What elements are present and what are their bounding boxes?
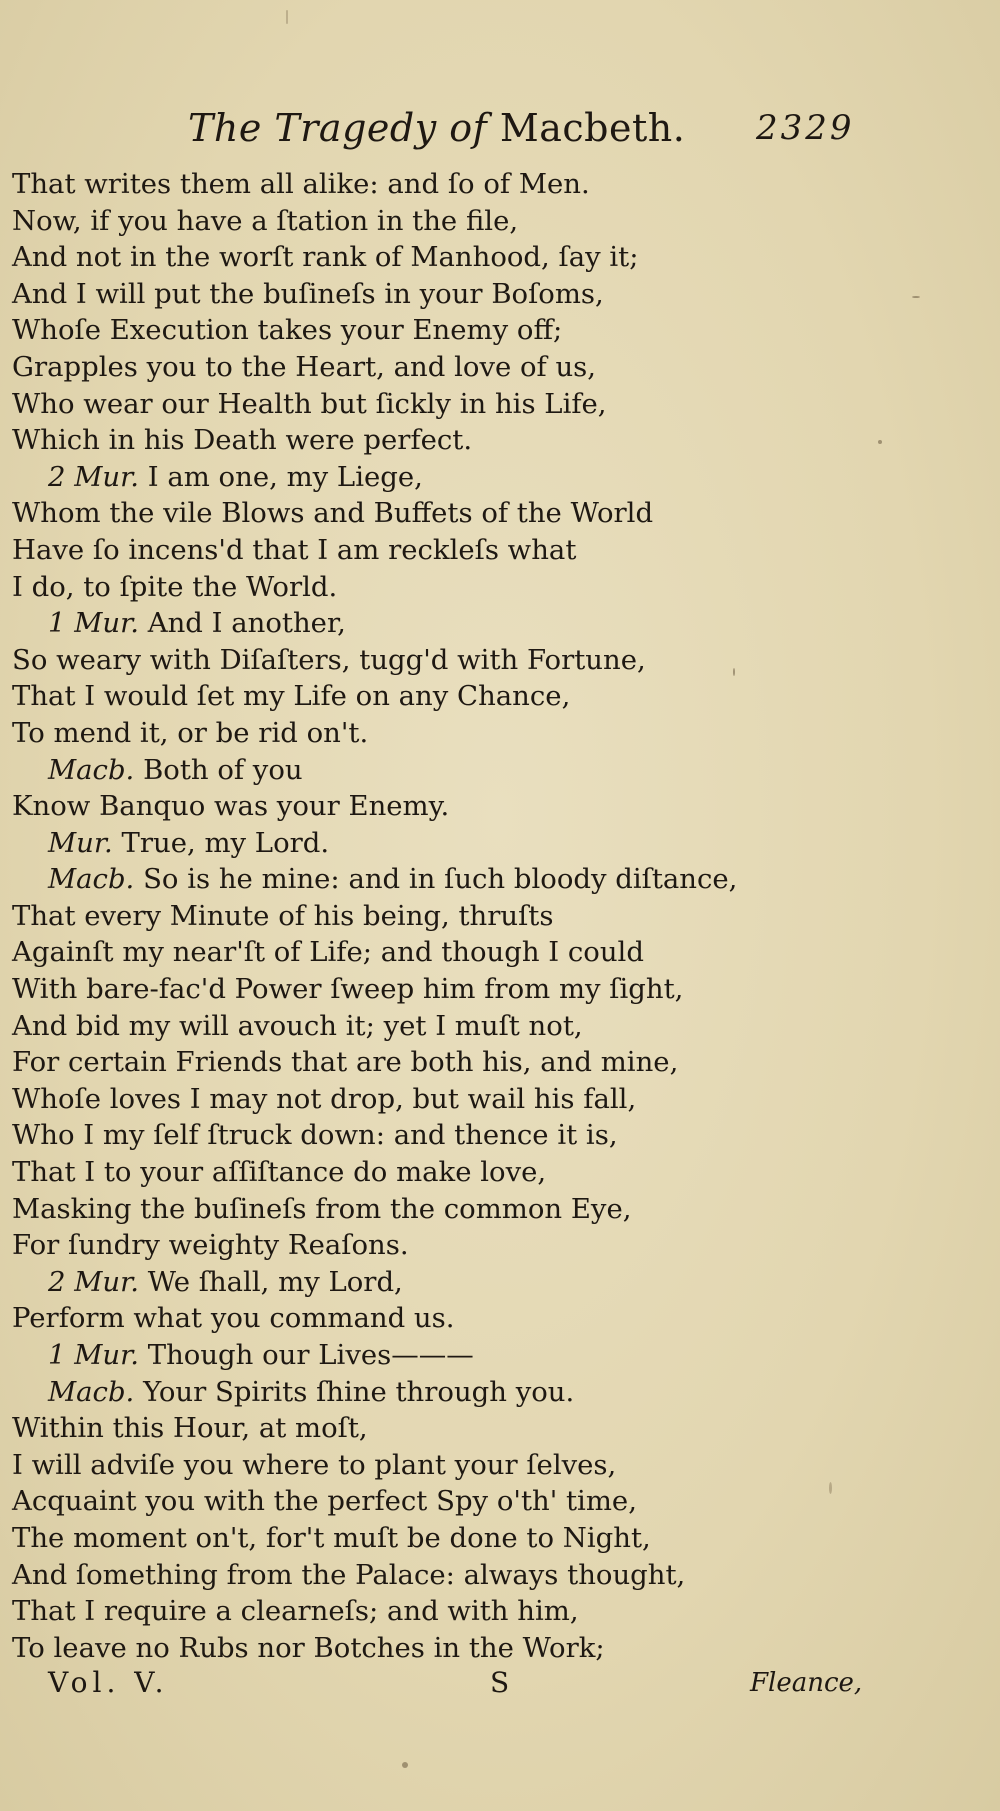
paper-speck: [829, 1482, 832, 1494]
text-line: [12, 1117, 772, 1154]
line-text: To leave no Rubs nor Botches in the Work;: [12, 1631, 605, 1664]
line-text: That I to your aſſiſtance do make love,: [12, 1156, 547, 1189]
line-text: And not in the worſt rank of Manhood, ſay it;: [12, 241, 639, 274]
line-text: Within this Hour, at moſt,: [12, 1412, 368, 1445]
line-text: We ſhall, my Lord,: [147, 1265, 403, 1298]
line-text: Have ſo incens'd that I am reckleſs what: [12, 533, 577, 566]
title-word-the: The: [188, 106, 262, 150]
line-text: That I require a clearneſs; and with him,: [12, 1595, 579, 1628]
text-line: [12, 422, 772, 459]
text-line: [12, 239, 772, 276]
line-text: That I would ſet my Life on any Chance,: [12, 680, 571, 713]
text-line: [12, 605, 772, 642]
text-line: [12, 532, 772, 569]
line-text: Againſt my near'ſt of Life; and though I could: [12, 936, 644, 969]
text-line: [12, 1081, 772, 1118]
text-line: [12, 1337, 772, 1374]
text-line: [12, 203, 772, 240]
text-line: [12, 861, 772, 898]
line-text: Now, if you have a ſtation in the file,: [12, 204, 519, 237]
line-text: And I another,: [147, 607, 346, 640]
catchword: Fleance,: [750, 1668, 863, 1698]
title-word-macbeth: Macbeth.: [499, 106, 686, 150]
text-line: [12, 971, 772, 1008]
text-line: [12, 898, 772, 935]
line-text: I am one, my Liege,: [147, 460, 423, 493]
text-line: [12, 569, 772, 606]
line-text: For certain Friends that are both his, and mine,: [12, 1046, 679, 1079]
line-text: Masking the buſineſs from the common Eye,: [12, 1192, 632, 1225]
text-line: [12, 1227, 772, 1264]
line-text: That every Minute of his being, thruſts: [12, 899, 554, 932]
line-text: Who I my ſelf ſtruck down: and thence it is,: [12, 1119, 618, 1152]
line-text: Whom the vile Blows and Buffets of the World: [12, 497, 654, 530]
line-text: Perform what you command us.: [12, 1302, 455, 1335]
paper-speck: [286, 10, 288, 24]
page-number: 2329: [756, 108, 855, 148]
paper-speck: [402, 1762, 408, 1768]
text-line: [12, 495, 772, 532]
text-line: [12, 1300, 772, 1337]
text-line: [12, 1154, 772, 1191]
line-text: Both of you: [143, 753, 303, 786]
line-text: Acquaint you with the perfect Spy o'th' time,: [12, 1485, 637, 1518]
text-line: [12, 788, 772, 825]
text-line: [12, 715, 772, 752]
text-line: [12, 1520, 772, 1557]
page-footer: [0, 1666, 1000, 1710]
paper-speck: [878, 440, 882, 444]
text-line: [12, 1410, 772, 1447]
signature-mark: S: [490, 1666, 510, 1699]
text-line: [12, 642, 772, 679]
text-line: [12, 752, 772, 789]
text-line: [12, 1557, 772, 1594]
line-text: That writes them all alike: and ſo of Men.: [12, 168, 590, 200]
line-text: And ſomething from the Palace: always thought,: [12, 1558, 686, 1591]
text-line: [12, 825, 772, 862]
title-word-tragedy: Tragedy: [274, 106, 437, 150]
text-line: [12, 1191, 772, 1228]
line-text: I do, to ſpite the World.: [12, 570, 338, 603]
line-text: So is he mine: and in ſuch bloody diſtance,: [143, 863, 738, 896]
paper-speck: [912, 296, 920, 298]
speaker-name: Macb.: [48, 863, 135, 896]
title-word-of: of: [449, 106, 488, 150]
speaker-name: Mur.: [48, 826, 113, 859]
text-line: [12, 349, 772, 386]
text-line: [12, 459, 772, 496]
speaker-name: 1 Mur.: [48, 607, 139, 640]
speaker-name: Macb.: [48, 753, 135, 786]
line-text: Which in his Death were perfect.: [12, 424, 473, 457]
line-text: With bare-fac'd Power ſweep him from my ſight,: [12, 973, 684, 1006]
line-text: Who wear our Health but ſickly in his Life,: [12, 387, 607, 420]
text-line: [12, 312, 772, 349]
running-header: [0, 100, 1000, 160]
line-text: To mend it, or be rid on't.: [12, 716, 369, 749]
text-line: [12, 934, 772, 971]
text-line: [12, 1483, 772, 1520]
line-text: For ſundry weighty Reaſons.: [12, 1229, 409, 1262]
running-title: [188, 106, 685, 150]
line-text: Whoſe loves I may not drop, but wail his fall,: [12, 1082, 637, 1115]
text-line: [12, 276, 772, 313]
speaker-name: 1 Mur.: [48, 1339, 139, 1371]
text-line: [12, 1630, 772, 1667]
text-line: [12, 1044, 772, 1081]
line-text: The moment on't, for't muſt be done to Night,: [12, 1521, 651, 1554]
text-line: [12, 166, 772, 203]
text-line: [12, 1264, 772, 1301]
speaker-name: Macb.: [48, 1375, 135, 1408]
text-line: [12, 1008, 772, 1045]
text-line: [12, 1447, 772, 1484]
line-text: So weary with Diſaſters, tugg'd with Fortune,: [12, 643, 646, 676]
text-line: [12, 386, 772, 423]
line-text: And I will put the buſineſs in your Boſoms,: [12, 277, 604, 310]
volume-label: Vol. V.: [48, 1666, 169, 1699]
text-line: [12, 1374, 772, 1411]
line-text: Know Banquo was your Enemy.: [12, 790, 450, 823]
line-text: Grapples you to the Heart, and love of us,: [12, 350, 597, 383]
text-line: [12, 678, 772, 715]
line-text: Whoſe Execution takes your Enemy off;: [12, 314, 563, 347]
speaker-name: 2 Mur.: [48, 460, 139, 493]
line-text: I will adviſe you where to plant your ſelves,: [12, 1448, 617, 1481]
text-line: [12, 1593, 772, 1630]
line-text: Your Spirits ſhine through you.: [143, 1375, 575, 1408]
play-text: [12, 166, 772, 1666]
paper-speck: [733, 668, 735, 676]
line-text: Though our Lives———: [147, 1339, 474, 1371]
speaker-name: 2 Mur.: [48, 1265, 139, 1298]
line-text: True, my Lord.: [121, 826, 330, 859]
line-text: And bid my will avouch it; yet I muſt not,: [12, 1009, 583, 1042]
